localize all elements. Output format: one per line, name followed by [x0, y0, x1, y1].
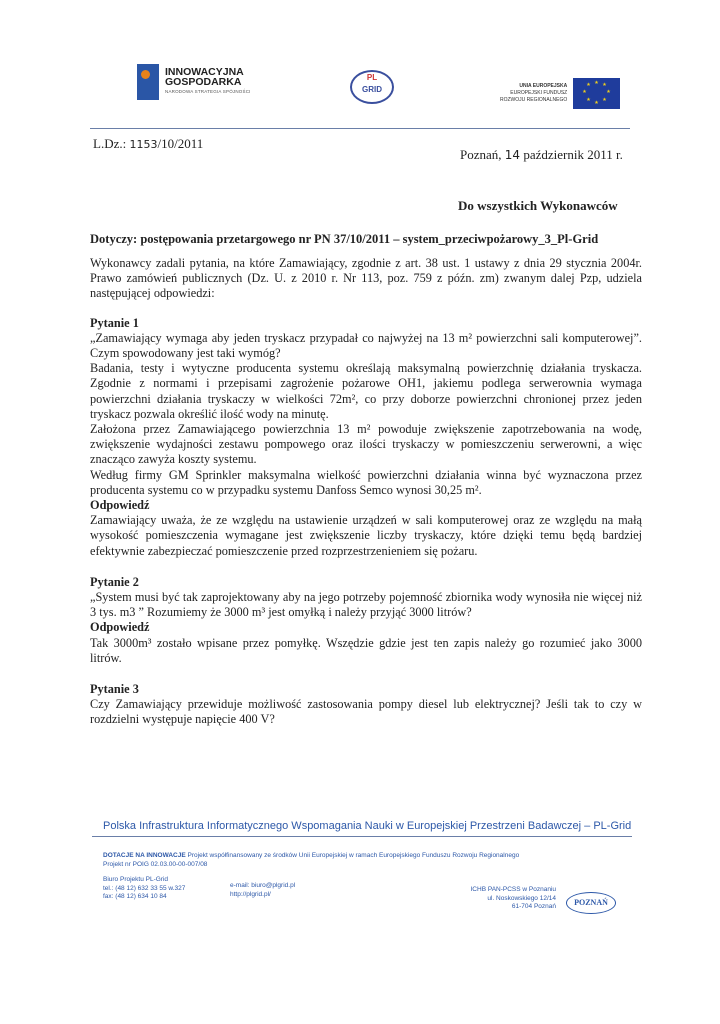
question-1-text: Według firmy GM Sprinkler maksymalna wielkość powierzchni działania winna być wyznaczona przez producenta systemu co w przypadku systemu Danfoss Semco wynosi 30,25 m². [90, 467, 642, 497]
date-suffix: październik 2011 r. [523, 147, 623, 162]
poznan-logo: POZNAŃ [566, 892, 616, 914]
ref-prefix: L.Dz.: [93, 136, 127, 151]
question-1-text: Badania, testy i wytyczne producenta systemu określają maksymalną powierzchnię działania tryskacza. Zgodnie z normami i przepisami zagrożenie pożarowe OH1, jakiemu podlega serwerownia wymaga powierzchni działania tryskaczy w wielkości 72m², co przy doborze powierzchni chronionej przez jeden tryskacz pozwala określić ilość wody na minutę. [90, 361, 642, 421]
ig-logo-icon [137, 64, 159, 100]
question-2-text: „System musi być tak zaprojektowany aby na jego potrzeby pojemność zbiornika wody wynosiła nie więcej niż 3 tys. m3 ” Rozumiemy że 3000 m³ jest omyłką i należy przyjąć 3000 litrów? [90, 590, 642, 620]
footer-title: Polska Infrastruktura Informatycznego Wspomagania Nauki w Europejskiej Przestrzeni Badawczej – PL-Grid [103, 820, 632, 832]
question-1-text: „Zamawiający wymaga aby jeden tryskacz przypadał co najwyżej na 13 m² powierzchni sali komputerowej”. Czym spowodowany jest taki wymóg? [90, 330, 642, 361]
footer-dotacje-text: Projekt współfinansowany ze środków Unii Europejskiej w ramach Europejskiego Funduszu Rozwoju Regionalnego [187, 852, 520, 859]
footer-address-line2: ul. Noskowskiego 12/14 [487, 894, 556, 902]
footer-fax: fax: (48 12) 634 10 84 [103, 893, 167, 900]
ig-logo-line2: GOSPODARKA [165, 76, 242, 88]
footer-contact [103, 876, 185, 902]
answer-1-text: Zamawiający uważa, że ze względu na ustawienie urządzeń w sali komputerowej oraz ze względu na małą wysokość pomieszczenia wymagane jest zwiększenie liczby tryskaczy, które dzięki temu będą bardziej efektywnie zabezpieczać pomieszczenie przed rozprzestrzenieniem się pożaru. [90, 513, 642, 558]
footer-project-number: Projekt nr POIG 02.03.00-00-007/08 [103, 860, 208, 868]
eu-logo-line1: UNIA EUROPEJSKA [519, 83, 568, 89]
footer-address [440, 886, 556, 912]
footer-email[interactable]: e-mail: biuro@plgrid.pl [230, 882, 296, 889]
question-1-text: Założona przez Zamawiającego powierzchnia 13 m² powoduje zwiększenie zapotrzebowania na wodę, zwiększenie wydajności zestawu pompowego oraz ilości tryskaczy w pomieszczeniu serwerowni, a więc znacząco zawyża koszty systemu. [90, 422, 642, 467]
eu-logo-line3: ROZWOJU REGIONALNEGO [500, 97, 568, 103]
addressee: Do wszystkich Wykonawców [458, 198, 618, 213]
eu-flag-icon: ★ ★ ★ ★ ★ ★ ★ ★ [573, 78, 620, 109]
ig-logo-line1: INNOWACYJNA [165, 66, 244, 78]
innowacyjna-gospodarka-logo [137, 64, 251, 100]
answer-2-text: Tak 3000m³ zostało wpisane przez pomyłkę. Wszędzie gdzie jest ten zapis należy go rozumieć jako 3000 litrów. [90, 635, 642, 665]
footer-office: Biuro Projektu PL-Grid [103, 876, 169, 883]
footer-tel: tel.: (48 12) 632 33 55 w.327 [103, 884, 186, 892]
ig-logo-line3: NARODOWA STRATEGIA SPÓJNOŚCI [165, 89, 251, 94]
ref-handwritten-number: 1153 [129, 138, 158, 151]
question-1-heading: Pytanie 1 [90, 315, 139, 330]
footer-address-line1: ICHB PAN-PCSS w Poznaniu [470, 886, 556, 893]
letter-body [90, 256, 642, 728]
footer-web[interactable]: http://plgrid.pl/ [230, 890, 271, 898]
question-3-heading: Pytanie 3 [90, 682, 139, 697]
plgrid-logo-line1: PL [366, 73, 378, 82]
footer-online [230, 882, 295, 899]
reference-number [93, 136, 203, 152]
date-handwritten-day: 14 [504, 148, 521, 162]
answer-2-label: Odpowiedź [90, 620, 150, 635]
question-2-heading: Pytanie 2 [90, 574, 139, 589]
intro-paragraph: Wykonawcy zadali pytania, na które Zamawiający, zgodnie z art. 38 ust. 1 ustawy z dnia 29 stycznia 2004r. Prawo zamówień publicznych (Dz. U. z 2010 r. Nr 113, poz. 759 z późn. zm) zwanym dalej Pzp, udziela następującej odpowiedzi: [90, 256, 642, 301]
eu-logo [500, 78, 620, 109]
footer-funding [103, 852, 623, 869]
place-date [460, 147, 623, 163]
ref-suffix: /10/2011 [157, 136, 204, 151]
footer-address-line3: 61-704 Poznań [511, 903, 556, 910]
footer-dotacje-label: DOTACJE NA INNOWACJE [103, 852, 186, 859]
footer-divider [92, 836, 632, 837]
question-3-text: Czy Zamawiający przewiduje możliwość zastosowania pompy diesel lub elektrycznej? Jeśli tak to czy w rozdzielni występuje napięcie 400 V? [90, 697, 642, 727]
plgrid-logo [350, 70, 394, 104]
plgrid-logo-line2: GRID [362, 85, 382, 94]
eu-logo-line2: EUROPEJSKI FUNDUSZ [510, 90, 568, 96]
answer-1-label: Odpowiedź [90, 498, 150, 513]
place-prefix: Poznań, [460, 147, 502, 162]
subject-line: Dotyczy: postępowania przetargowego nr PN 37/10/2011 – system_przeciwpożarowy_3_Pl-Grid [90, 232, 599, 246]
header-divider [90, 128, 630, 129]
